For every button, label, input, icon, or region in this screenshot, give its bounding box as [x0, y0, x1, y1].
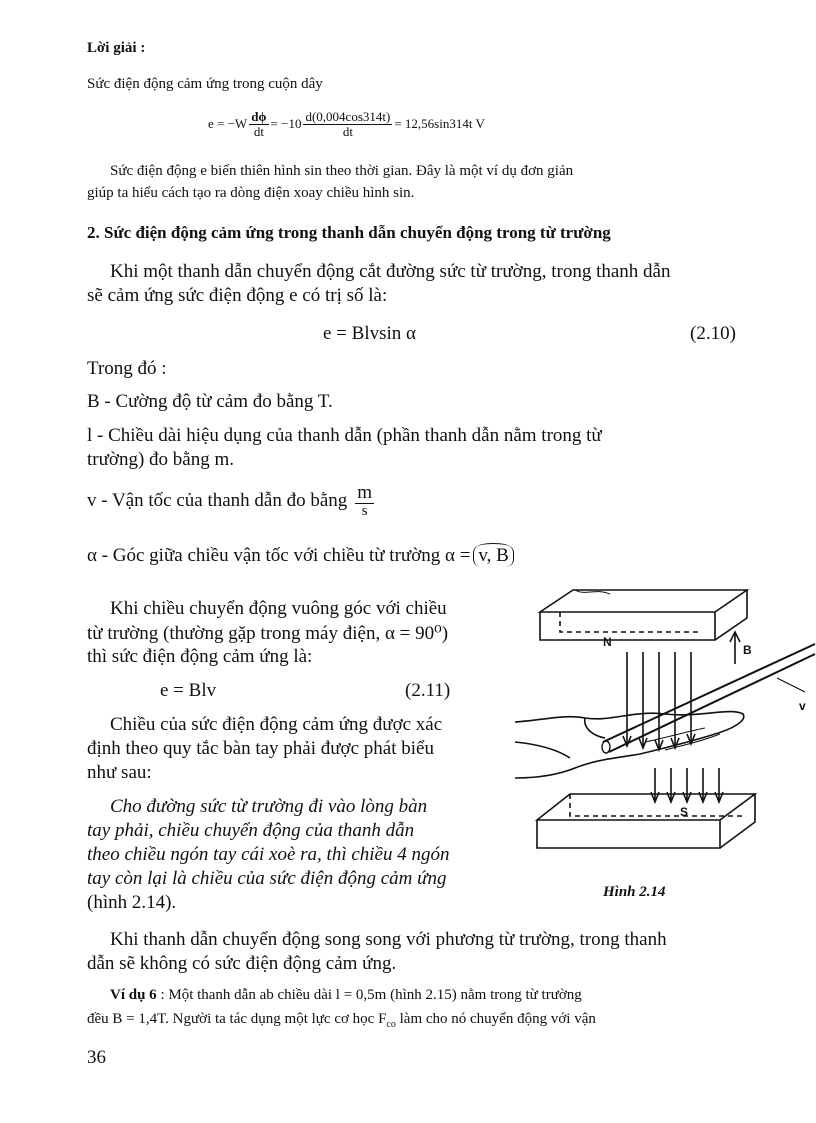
eq1-rhs: = 12,56sin314t V [394, 116, 485, 132]
rule-line5: (hình 2.14). [87, 892, 177, 913]
definition-l-line2: trường) đo bằng m. [87, 449, 234, 470]
para1-line1: Sức điện động e biến thiên hình sin theo thời gian. Đây là một ví dụ đơn giản [110, 163, 574, 179]
label-N: N [603, 635, 612, 649]
para3-line1: Khi chiều chuyển động vuông góc với chiều [110, 598, 447, 619]
unit-num: m [357, 482, 373, 503]
definition-v-text: v - Vận tốc của thanh dẫn đo bằng [87, 490, 348, 512]
definition-alpha-text: α - Góc giữa chiều vận tốc với chiều từ trường α = [87, 545, 471, 566]
label-v: v [799, 699, 806, 713]
where-label: Trong đó : [87, 358, 167, 379]
para2-line2: sẽ cảm ứng sức điện động e có trị số là: [87, 285, 388, 306]
rule-line2: tay phải, chiều chuyển động của thanh dẫn [87, 820, 415, 841]
example-line2-text: đều B = 1,4T. Người ta tác dụng một lực cơ học F [87, 1011, 387, 1027]
right-hand-rule-figure [515, 582, 816, 872]
definition-v [87, 483, 376, 520]
example-line1 [110, 987, 582, 1004]
equation-2-10-number: (2.10) [690, 323, 736, 344]
para2-line1: Khi một thanh dẫn chuyển động cắt đường sức từ trường, trong thanh dẫn [110, 261, 671, 282]
example-line2 [87, 1011, 596, 1030]
equation-emf-coil [208, 110, 485, 138]
rule-line4: tay còn lại là chiều của sức điện động cảm ứng [87, 868, 447, 889]
unit-m-per-s [355, 483, 374, 520]
figure-drawing [515, 582, 816, 872]
eq1-frac2-num: d(0,004cos314t) [305, 109, 391, 124]
label-B: B [743, 643, 752, 657]
eq1-lhs: e = −W [208, 116, 248, 132]
unit-den: s [361, 502, 368, 519]
example-line2-end: làm cho nó chuyển động với vận [395, 1011, 596, 1027]
eq1-frac1-den: dt [253, 123, 264, 139]
eq1-frac2 [303, 110, 392, 138]
section-title: 2. Sức điện động cảm ứng trong thanh dẫn chuyển động trong từ trường [87, 223, 611, 242]
para4-line2: định theo quy tắc bàn tay phải được phát biểu [87, 738, 434, 759]
para1-line2: giúp ta hiểu cách tạo ra dòng điện xoay chiều hình sin. [87, 185, 415, 201]
eq1-frac2-den: dt [342, 123, 353, 139]
page-number: 36 [87, 1047, 106, 1068]
rule-line1: Cho đường sức từ trường đi vào lòng bàn [110, 796, 428, 817]
para5-line1: Khi thanh dẫn chuyển động song song với phương từ trường, trong thanh [110, 929, 667, 950]
para4-line1: Chiều của sức điện động cảm ứng được xác [110, 714, 443, 735]
solution-intro: Sức điện động cảm ứng trong cuộn dây [87, 76, 323, 92]
equation-2-11: e = Blv [160, 680, 217, 701]
eq1-mid: = −10 [270, 116, 302, 132]
solution-heading: Lời giải : [87, 40, 146, 56]
angle-vector-text: v, B [478, 545, 509, 566]
definition-alpha [87, 545, 514, 567]
example-line1-text: : Một thanh dẫn ab chiều dài l = 0,5m (hình 2.15) nằm trong từ trường [156, 987, 582, 1003]
rule-line3: theo chiều ngón tay cái xoè ra, thì chiều 4 ngón [87, 844, 450, 865]
eq1-frac1 [249, 110, 268, 138]
label-S: S [680, 805, 689, 819]
example-label: Ví dụ 6 [110, 987, 157, 1003]
para5-line2: dẫn sẽ không có sức điện động cảm ứng. [87, 953, 397, 974]
eq1-frac1-num: dϕ [251, 109, 267, 124]
equation-2-10: e = Blvsin α [323, 323, 416, 344]
figure-caption: Hình 2.14 [603, 884, 666, 900]
para3-line3: thì sức điện động cảm ứng là: [87, 646, 313, 667]
definition-B: B - Cường độ từ cảm đo bằng T. [87, 391, 333, 412]
equation-2-11-number: (2.11) [405, 680, 451, 701]
para3-line2: từ trường (thường gặp trong máy điện, α = 90⁰) [87, 623, 449, 644]
force-subscript: co [386, 1019, 396, 1030]
para4-line3: như sau: [87, 762, 152, 783]
angle-vector-notation [473, 545, 513, 567]
definition-l-line1: l - Chiều dài hiệu dụng của thanh dẫn (phần thanh dẫn nằm trong từ [87, 425, 602, 446]
